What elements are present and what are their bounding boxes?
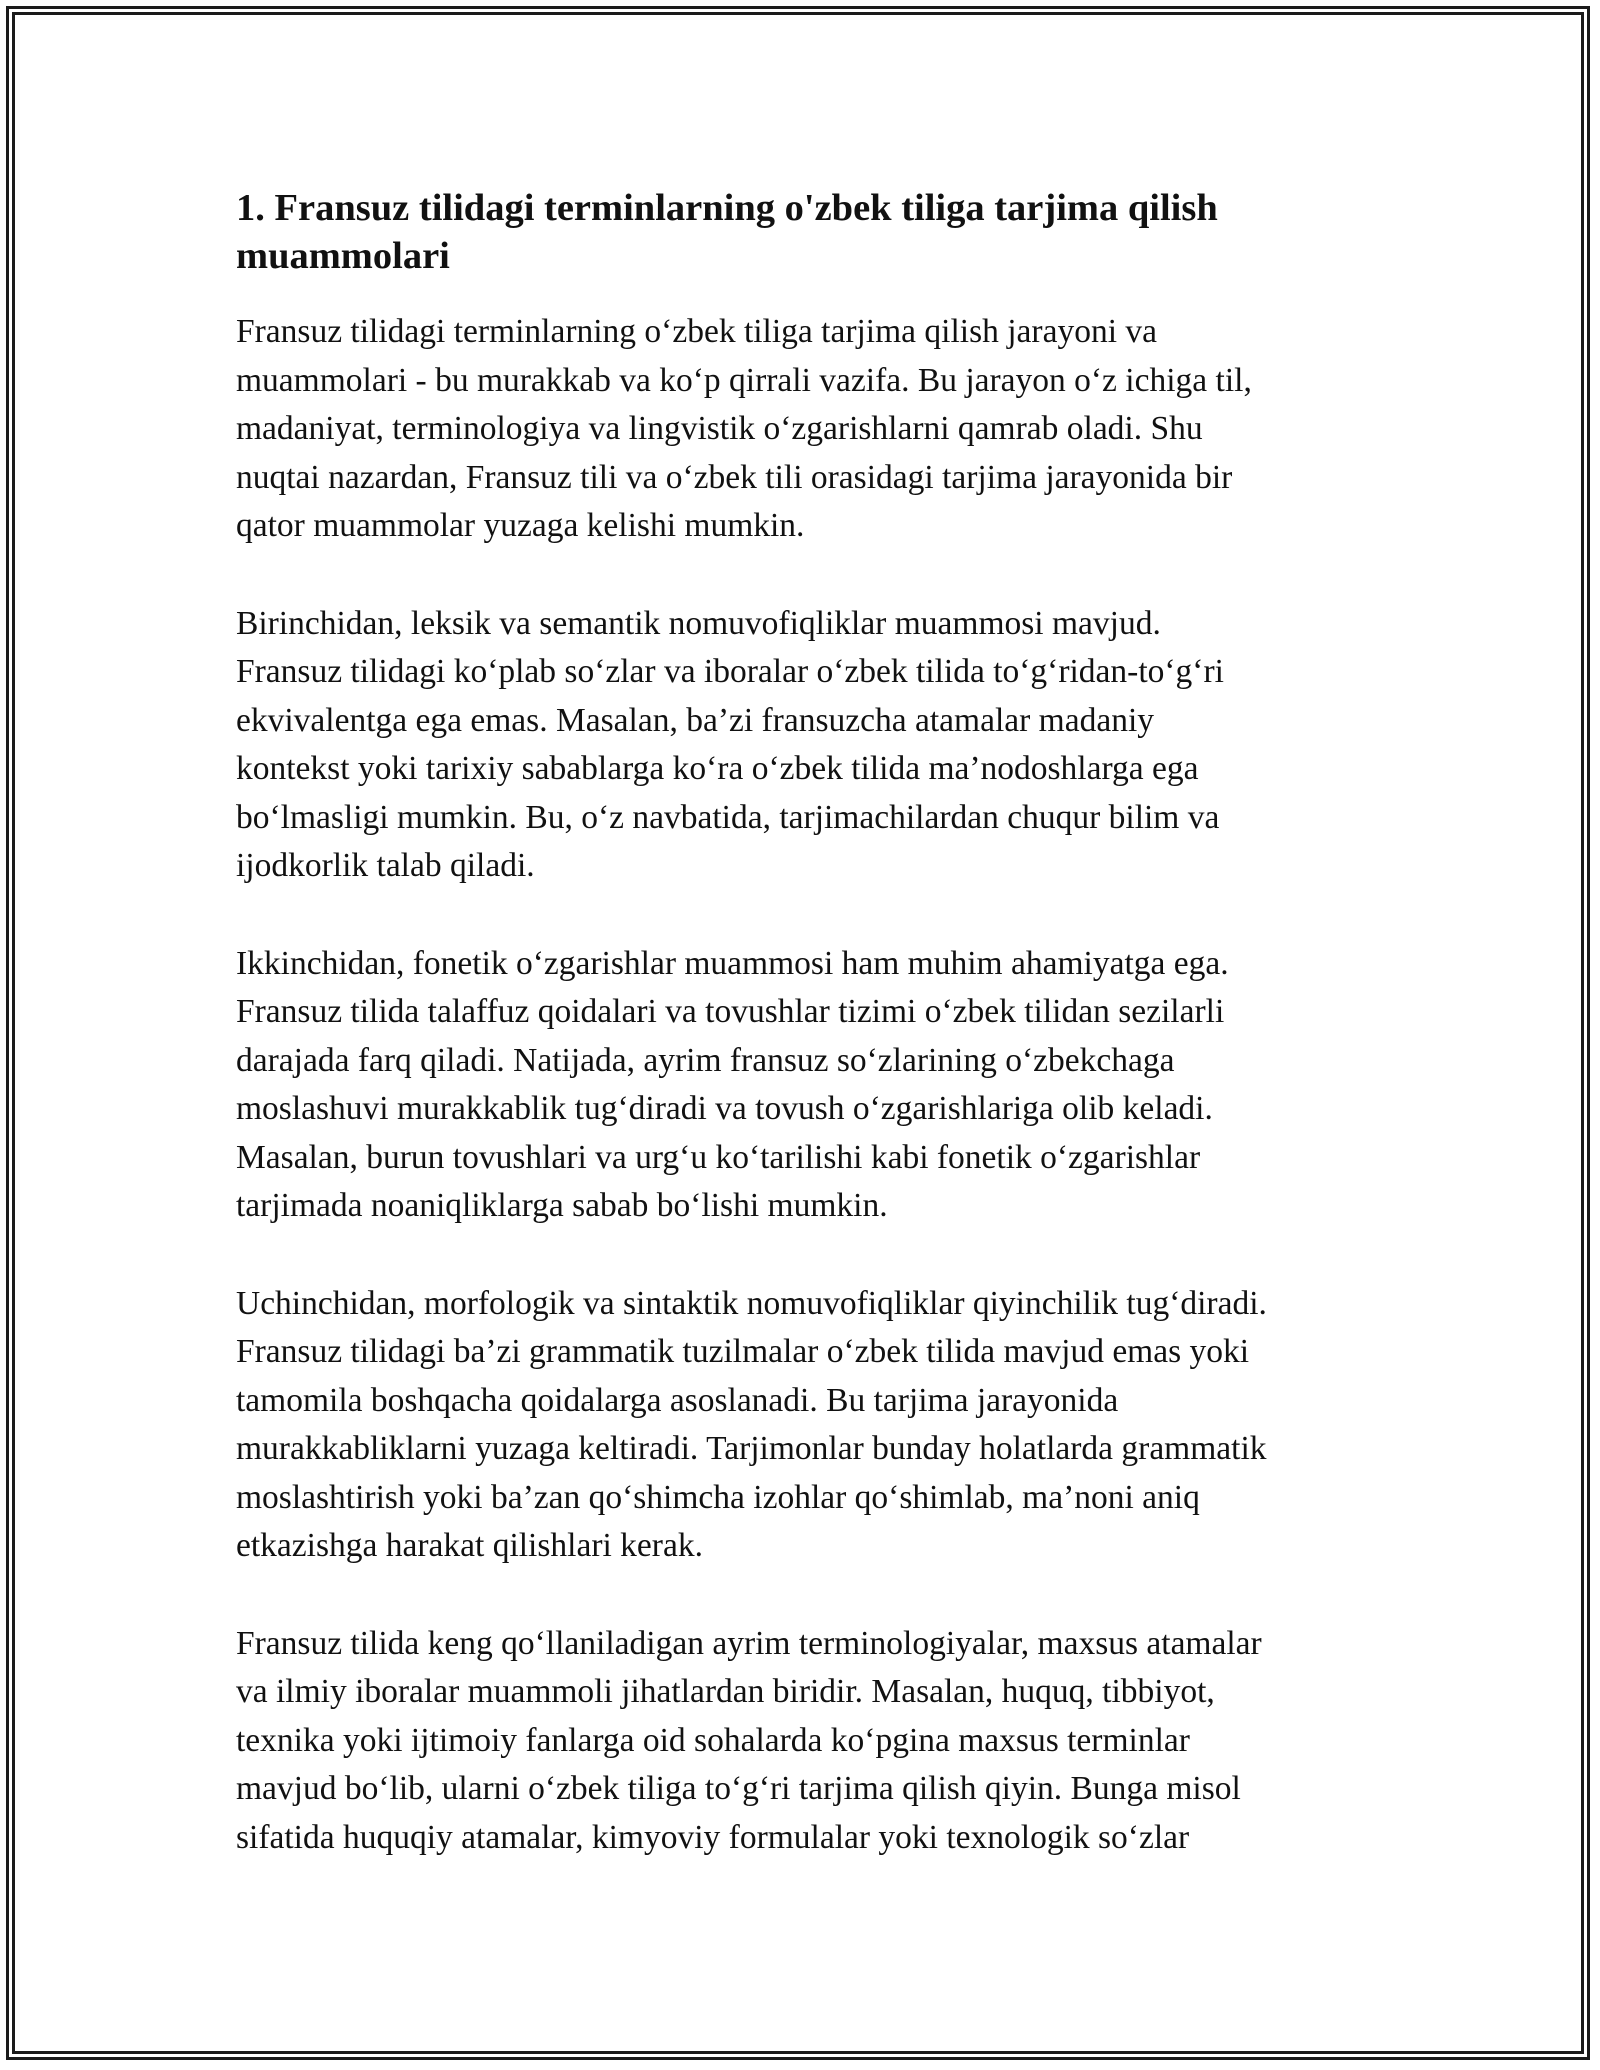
document-body xyxy=(236,184,1376,1911)
text-line: Fransuz tilidagi ba’zi grammatik tuzilmalar o‘zbek tilida mavjud emas yoki xyxy=(236,1333,1250,1370)
paragraph-phonetic xyxy=(236,940,1376,1231)
text-line: murakkabliklarni yuzaga keltiradi. Tarjimonlar bunday holatlarda grammatik xyxy=(236,1430,1267,1467)
paragraph-lexical xyxy=(236,600,1376,891)
text-line: Birinchidan, leksik va semantik nomuvofiqliklar muammosi mavjud. xyxy=(236,604,1161,642)
text-line: Fransuz tilidagi terminlarning o‘zbek tiliga tarjima qilish jarayoni va xyxy=(236,313,1158,350)
paragraph-terminology xyxy=(236,1620,1376,1863)
text-line: tarjimada noaniqliklarga sabab bo‘lishi mumkin. xyxy=(236,1187,888,1224)
text-line: moslashtirish yoki ba’zan qo‘shimcha izohlar qo‘shimlab, ma’noni aniq xyxy=(236,1478,1200,1516)
text-line: Fransuz tilidagi ko‘plab so‘zlar va iboralar o‘zbek tilida to‘g‘ridan-to‘g‘ri xyxy=(236,653,1224,690)
text-line: Masalan, burun tovushlari va urg‘u ko‘tarilishi kabi fonetik o‘zgarishlar xyxy=(236,1138,1201,1176)
section-heading xyxy=(236,184,1376,280)
text-line: ekvivalentga ega emas. Masalan, ba’zi fransuzcha atamalar madaniy xyxy=(236,701,1155,739)
text-line: va ilmiy iboralar muammoli jihatlardan biridir. Masalan, huquq, tibbiyot, xyxy=(236,1673,1215,1710)
paragraph-intro xyxy=(236,308,1376,551)
text-line: moslashuvi murakkablik tug‘diradi va tovush o‘zgarishlariga olib keladi. xyxy=(236,1090,1213,1127)
heading-line: muammolari xyxy=(236,235,450,277)
text-line: Ikkinchidan, fonetik o‘zgarishlar muammosi ham muhim ahamiyatga ega. xyxy=(236,944,1229,982)
text-line: darajada farq qiladi. Natijada, ayrim fransuz so‘zlarining o‘zbekchaga xyxy=(236,1041,1175,1079)
text-line: Fransuz tilida keng qo‘llaniladigan ayrim terminologiyalar, maxsus atamalar xyxy=(236,1624,1262,1662)
text-line: ijodkorlik talab qiladi. xyxy=(236,847,535,884)
text-line: sifatida huquqiy atamalar, kimyoviy formulalar yoki texnologik so‘zlar xyxy=(236,1818,1190,1856)
text-line: texnika yoki ijtimoiy fanlarga oid sohalarda ko‘pgina maxsus terminlar xyxy=(236,1721,1190,1759)
text-line: tamomila boshqacha qoidalarga asoslanadi. Bu tarjima jarayonida xyxy=(236,1381,1119,1419)
text-line: bo‘lmasligi mumkin. Bu, o‘z navbatida, tarjimachilardan chuqur bilim va xyxy=(236,798,1220,836)
text-line: kontekst yoki tarixiy sabablarga ko‘ra o‘zbek tilida ma’nodoshlarga ega xyxy=(236,750,1199,787)
text-line: madaniyat, terminologiya va lingvistik o‘zgarishlarni qamrab oladi. Shu xyxy=(236,410,1203,447)
heading-line: 1. Fransuz tilidagi terminlarning o'zbek tiliga tarjima qilish xyxy=(236,187,1218,229)
text-line: muammolari - bu murakkab va ko‘p qirrali vazifa. Bu jarayon o‘z ichiga til, xyxy=(236,361,1252,399)
text-line: qator muammolar yuzaga kelishi mumkin. xyxy=(236,507,805,544)
paragraph-morphological xyxy=(236,1280,1376,1571)
text-line: mavjud bo‘lib, ularni o‘zbek tiliga to‘g‘ri tarjima qilish qiyin. Bunga misol xyxy=(236,1770,1241,1807)
text-line: Uchinchidan, morfologik va sintaktik nomuvofiqliklar qiyinchilik tug‘diradi. xyxy=(236,1284,1267,1322)
text-line: etkazishga harakat qilishlari kerak. xyxy=(236,1527,703,1564)
text-line: nuqtai nazardan, Fransuz tili va o‘zbek tili orasidagi tarjima jarayonida bir xyxy=(236,458,1233,496)
text-line: Fransuz tilida talaffuz qoidalari va tovushlar tizimi o‘zbek tilidan sezilarli xyxy=(236,993,1225,1030)
